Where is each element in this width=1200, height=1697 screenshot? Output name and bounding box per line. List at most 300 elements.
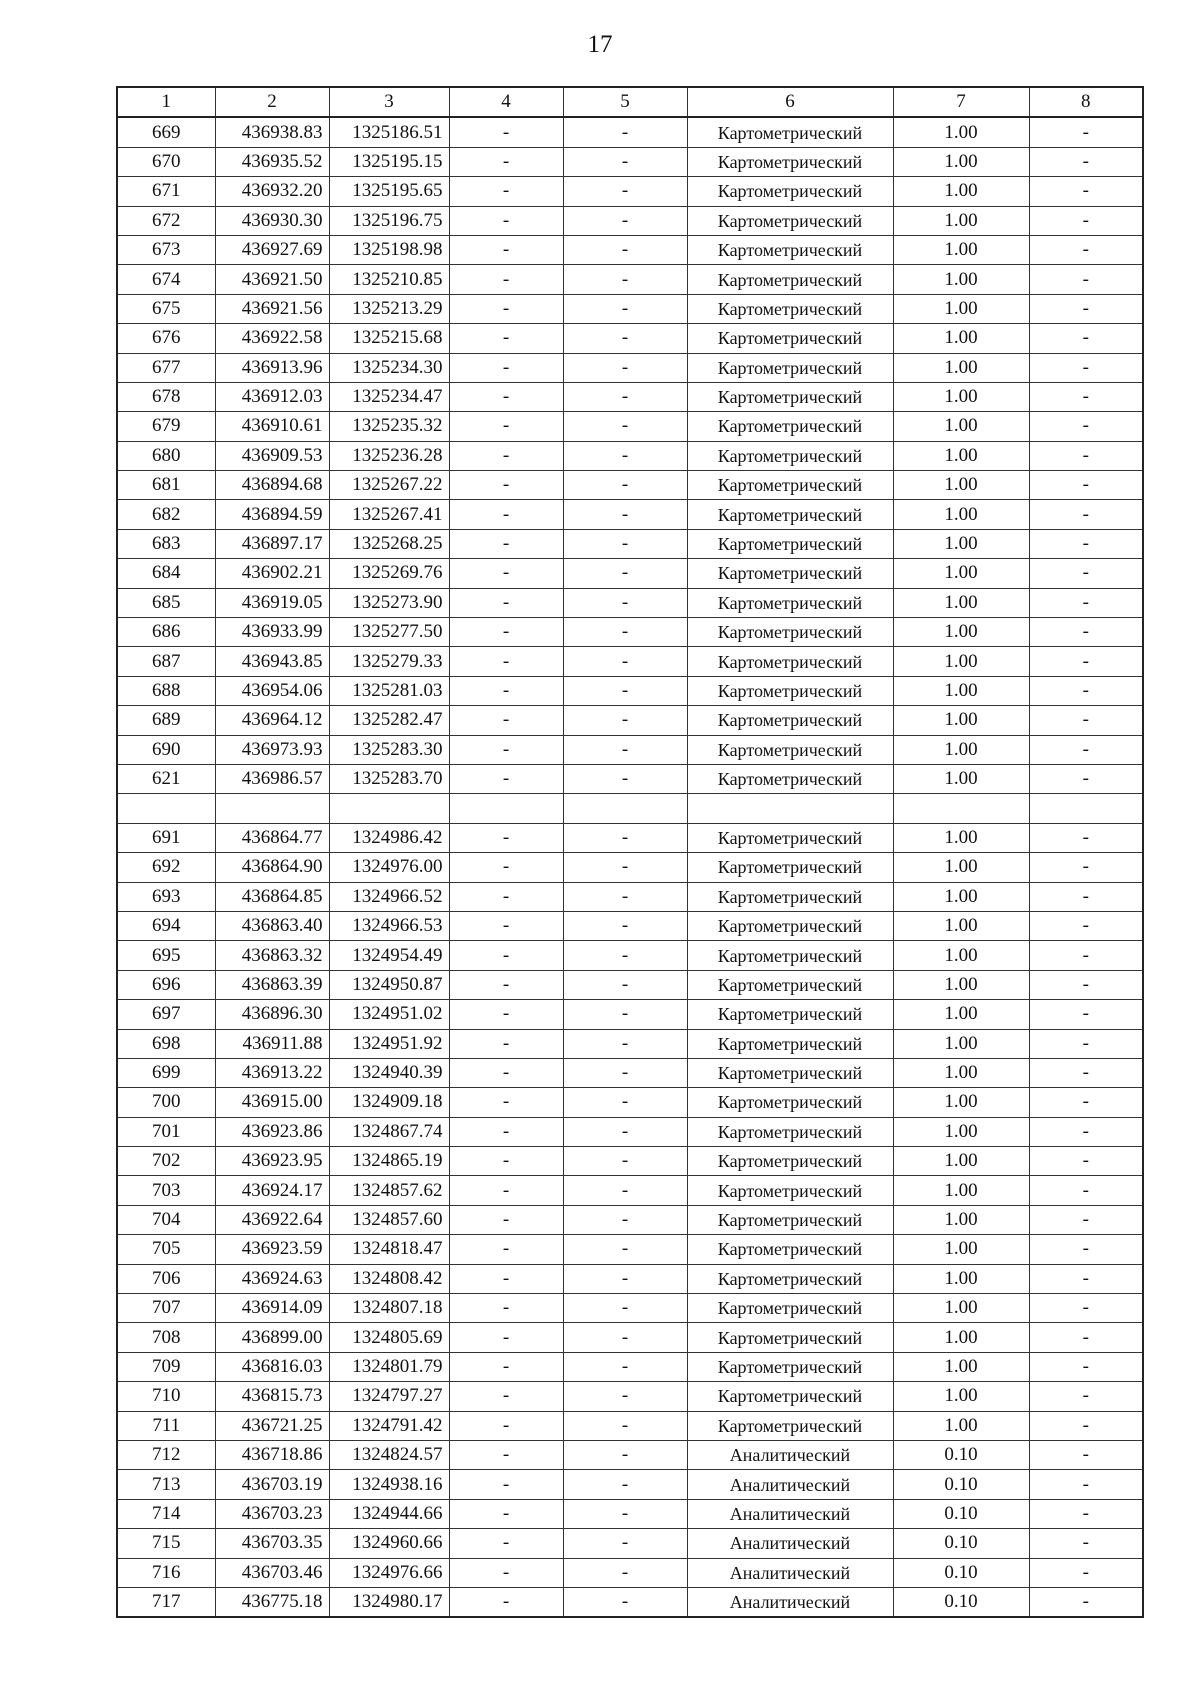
method-cell: Картометрический — [687, 1000, 893, 1029]
table-body — [117, 117, 1143, 1617]
column-4-cell: - — [449, 1440, 563, 1469]
column-5-cell: - — [563, 853, 687, 882]
column-4-cell: - — [449, 882, 563, 911]
x-coordinate-cell: 436864.90 — [215, 853, 329, 882]
x-coordinate-cell: 436718.86 — [215, 1440, 329, 1469]
point-number-cell: 675 — [117, 294, 215, 323]
column-8-cell: - — [1029, 324, 1143, 353]
y-coordinate-cell: 1324938.16 — [329, 1470, 449, 1499]
point-number-cell: 683 — [117, 529, 215, 558]
column-5-cell: - — [563, 706, 687, 735]
x-coordinate-cell: 436919.05 — [215, 588, 329, 617]
column-8-cell: - — [1029, 471, 1143, 500]
column-8-cell: - — [1029, 1382, 1143, 1411]
x-coordinate-cell: 436703.19 — [215, 1470, 329, 1499]
y-coordinate-cell: 1324986.42 — [329, 823, 449, 852]
table-row — [117, 1411, 1143, 1440]
point-number-cell: 710 — [117, 1382, 215, 1411]
column-5-cell: - — [563, 1088, 687, 1117]
column-4-cell: - — [449, 177, 563, 206]
accuracy-cell: 1.00 — [893, 735, 1029, 764]
method-cell: Аналитический — [687, 1558, 893, 1587]
point-number-cell: 672 — [117, 206, 215, 235]
accuracy-cell: 1.00 — [893, 941, 1029, 970]
column-8-cell: - — [1029, 235, 1143, 264]
x-coordinate-cell: 436914.09 — [215, 1294, 329, 1323]
method-cell: Аналитический — [687, 1470, 893, 1499]
accuracy-cell: 1.00 — [893, 206, 1029, 235]
column-8-cell: - — [1029, 1235, 1143, 1264]
x-coordinate-cell: 436703.35 — [215, 1529, 329, 1558]
column-4-cell: - — [449, 706, 563, 735]
accuracy-cell: 1.00 — [893, 147, 1029, 176]
column-5-cell: - — [563, 1117, 687, 1146]
column-header: 7 — [893, 87, 1029, 117]
x-coordinate-cell: 436986.57 — [215, 764, 329, 793]
point-number-cell: 694 — [117, 911, 215, 940]
table-row — [117, 1294, 1143, 1323]
x-coordinate-cell: 436896.30 — [215, 1000, 329, 1029]
accuracy-cell: 0.10 — [893, 1558, 1029, 1587]
method-cell: Картометрический — [687, 588, 893, 617]
method-cell: Картометрический — [687, 177, 893, 206]
column-8-cell: - — [1029, 1587, 1143, 1617]
point-number-cell: 691 — [117, 823, 215, 852]
table-row — [117, 1058, 1143, 1087]
column-5-cell: - — [563, 1529, 687, 1558]
column-5-cell: - — [563, 235, 687, 264]
column-8-cell: - — [1029, 1499, 1143, 1528]
column-4-cell: - — [449, 559, 563, 588]
y-coordinate-cell: 1325267.22 — [329, 471, 449, 500]
y-coordinate-cell: 1324909.18 — [329, 1088, 449, 1117]
column-5-cell: - — [563, 177, 687, 206]
accuracy-cell: 1.00 — [893, 1205, 1029, 1234]
accuracy-cell: 1.00 — [893, 1147, 1029, 1176]
column-4-cell: - — [449, 441, 563, 470]
point-number-cell: 713 — [117, 1470, 215, 1499]
accuracy-cell: 1.00 — [893, 618, 1029, 647]
x-coordinate-cell: 436899.00 — [215, 1323, 329, 1352]
method-cell: Картометрический — [687, 882, 893, 911]
column-4-cell: - — [449, 1558, 563, 1587]
method-cell: Картометрический — [687, 529, 893, 558]
column-8-cell: - — [1029, 618, 1143, 647]
x-coordinate-cell: 436775.18 — [215, 1587, 329, 1617]
column-4-cell: - — [449, 1000, 563, 1029]
column-8-cell: - — [1029, 1323, 1143, 1352]
accuracy-cell: 1.00 — [893, 970, 1029, 999]
y-coordinate-cell: 1325282.47 — [329, 706, 449, 735]
column-header: 5 — [563, 87, 687, 117]
accuracy-cell: 1.00 — [893, 911, 1029, 940]
table-row — [117, 294, 1143, 323]
x-coordinate-cell: 436902.21 — [215, 559, 329, 588]
y-coordinate-cell: 1324805.69 — [329, 1323, 449, 1352]
column-5-cell: - — [563, 1264, 687, 1293]
table-row — [117, 1440, 1143, 1469]
x-coordinate-cell: 436703.23 — [215, 1499, 329, 1528]
accuracy-cell: 1.00 — [893, 500, 1029, 529]
y-coordinate-cell: 1324857.62 — [329, 1176, 449, 1205]
column-4-cell: - — [449, 1176, 563, 1205]
method-cell: Картометрический — [687, 706, 893, 735]
point-number-cell: 703 — [117, 1176, 215, 1205]
column-5-cell: - — [563, 1323, 687, 1352]
column-8-cell: - — [1029, 706, 1143, 735]
x-coordinate-cell: 436721.25 — [215, 1411, 329, 1440]
column-header: 8 — [1029, 87, 1143, 117]
x-coordinate-cell: 436924.17 — [215, 1176, 329, 1205]
table-row — [117, 147, 1143, 176]
y-coordinate-cell: 1324857.60 — [329, 1205, 449, 1234]
x-coordinate-cell — [215, 794, 329, 823]
table-row — [117, 618, 1143, 647]
column-8-cell: - — [1029, 1529, 1143, 1558]
column-5-cell: - — [563, 588, 687, 617]
method-cell: Картометрический — [687, 206, 893, 235]
method-cell: Картометрический — [687, 441, 893, 470]
y-coordinate-cell: 1325281.03 — [329, 676, 449, 705]
table-row — [117, 1000, 1143, 1029]
table-row — [117, 353, 1143, 382]
y-coordinate-cell: 1325195.65 — [329, 177, 449, 206]
accuracy-cell: 1.00 — [893, 1058, 1029, 1087]
table-row — [117, 1235, 1143, 1264]
column-5-cell: - — [563, 471, 687, 500]
column-4-cell: - — [449, 1058, 563, 1087]
table-row — [117, 706, 1143, 735]
column-4-cell: - — [449, 676, 563, 705]
table-row — [117, 676, 1143, 705]
column-5-cell: - — [563, 1352, 687, 1381]
column-4-cell: - — [449, 412, 563, 441]
y-coordinate-cell: 1324797.27 — [329, 1382, 449, 1411]
point-number-cell: 678 — [117, 382, 215, 411]
column-8-cell: - — [1029, 941, 1143, 970]
y-coordinate-cell: 1324966.53 — [329, 911, 449, 940]
x-coordinate-cell: 436932.20 — [215, 177, 329, 206]
table-row — [117, 1176, 1143, 1205]
point-number-cell: 708 — [117, 1323, 215, 1352]
column-8-cell: - — [1029, 353, 1143, 382]
column-5-cell: - — [563, 1499, 687, 1528]
column-5-cell: - — [563, 147, 687, 176]
y-coordinate-cell: 1325195.15 — [329, 147, 449, 176]
column-8-cell: - — [1029, 823, 1143, 852]
column-4-cell: - — [449, 1529, 563, 1558]
y-coordinate-cell: 1325234.47 — [329, 382, 449, 411]
column-4-cell: - — [449, 1205, 563, 1234]
column-8-cell: - — [1029, 559, 1143, 588]
table-row — [117, 500, 1143, 529]
point-number-cell: 673 — [117, 235, 215, 264]
column-4-cell: - — [449, 853, 563, 882]
accuracy-cell: 1.00 — [893, 471, 1029, 500]
point-number-cell: 696 — [117, 970, 215, 999]
point-number-cell: 693 — [117, 882, 215, 911]
method-cell: Картометрический — [687, 970, 893, 999]
point-number-cell: 712 — [117, 1440, 215, 1469]
column-8-cell: - — [1029, 1264, 1143, 1293]
column-5-cell: - — [563, 1470, 687, 1499]
method-cell: Картометрический — [687, 412, 893, 441]
y-coordinate-cell: 1325234.30 — [329, 353, 449, 382]
point-number-cell: 692 — [117, 853, 215, 882]
table-row — [117, 794, 1143, 823]
table-row — [117, 1323, 1143, 1352]
method-cell: Картометрический — [687, 235, 893, 264]
y-coordinate-cell — [329, 794, 449, 823]
column-8-cell: - — [1029, 1147, 1143, 1176]
method-cell: Картометрический — [687, 1382, 893, 1411]
point-number-cell: 711 — [117, 1411, 215, 1440]
x-coordinate-cell: 436922.58 — [215, 324, 329, 353]
point-number-cell: 715 — [117, 1529, 215, 1558]
column-4-cell: - — [449, 1352, 563, 1381]
column-4-cell: - — [449, 588, 563, 617]
y-coordinate-cell: 1324966.52 — [329, 882, 449, 911]
table-row — [117, 265, 1143, 294]
point-number-cell: 700 — [117, 1088, 215, 1117]
method-cell: Аналитический — [687, 1440, 893, 1469]
column-4-cell: - — [449, 1382, 563, 1411]
method-cell: Картометрический — [687, 1058, 893, 1087]
accuracy-cell: 1.00 — [893, 1088, 1029, 1117]
column-4-cell: - — [449, 1411, 563, 1440]
y-coordinate-cell: 1324865.19 — [329, 1147, 449, 1176]
x-coordinate-cell: 436864.77 — [215, 823, 329, 852]
column-8-cell: - — [1029, 970, 1143, 999]
column-header: 6 — [687, 87, 893, 117]
table-row — [117, 647, 1143, 676]
column-4-cell: - — [449, 117, 563, 147]
column-4-cell: - — [449, 235, 563, 264]
y-coordinate-cell: 1325213.29 — [329, 294, 449, 323]
accuracy-cell: 1.00 — [893, 1000, 1029, 1029]
table-row — [117, 735, 1143, 764]
column-5-cell: - — [563, 735, 687, 764]
column-5-cell: - — [563, 676, 687, 705]
y-coordinate-cell: 1324951.92 — [329, 1029, 449, 1058]
point-number-cell: 621 — [117, 764, 215, 793]
x-coordinate-cell: 436863.32 — [215, 941, 329, 970]
point-number-cell — [117, 794, 215, 823]
column-4-cell: - — [449, 1294, 563, 1323]
column-4-cell: - — [449, 911, 563, 940]
column-4-cell: - — [449, 1499, 563, 1528]
x-coordinate-cell: 436938.83 — [215, 117, 329, 147]
point-number-cell: 702 — [117, 1147, 215, 1176]
point-number-cell: 690 — [117, 735, 215, 764]
accuracy-cell: 1.00 — [893, 823, 1029, 852]
table-row — [117, 471, 1143, 500]
column-4-cell: - — [449, 1147, 563, 1176]
y-coordinate-cell: 1324818.47 — [329, 1235, 449, 1264]
table-row — [117, 911, 1143, 940]
column-8-cell: - — [1029, 911, 1143, 940]
column-5-cell: - — [563, 764, 687, 793]
column-4-cell: - — [449, 1470, 563, 1499]
point-number-cell: 701 — [117, 1117, 215, 1146]
column-5-cell: - — [563, 529, 687, 558]
column-8-cell: - — [1029, 853, 1143, 882]
accuracy-cell: 0.10 — [893, 1470, 1029, 1499]
y-coordinate-cell: 1325279.33 — [329, 647, 449, 676]
column-8-cell: - — [1029, 1205, 1143, 1234]
accuracy-cell: 1.00 — [893, 294, 1029, 323]
column-4-cell: - — [449, 294, 563, 323]
column-4-cell: - — [449, 647, 563, 676]
point-number-cell: 686 — [117, 618, 215, 647]
column-5-cell: - — [563, 382, 687, 411]
column-5-cell: - — [563, 265, 687, 294]
x-coordinate-cell: 436894.59 — [215, 500, 329, 529]
x-coordinate-cell: 436912.03 — [215, 382, 329, 411]
x-coordinate-cell: 436930.30 — [215, 206, 329, 235]
x-coordinate-cell: 436863.40 — [215, 911, 329, 940]
accuracy-cell: 1.00 — [893, 1029, 1029, 1058]
column-8-cell: - — [1029, 1411, 1143, 1440]
y-coordinate-cell: 1325268.25 — [329, 529, 449, 558]
column-8-cell: - — [1029, 1294, 1143, 1323]
column-8-cell: - — [1029, 500, 1143, 529]
column-5-cell: - — [563, 294, 687, 323]
accuracy-cell: 1.00 — [893, 235, 1029, 264]
y-coordinate-cell: 1324940.39 — [329, 1058, 449, 1087]
x-coordinate-cell: 436897.17 — [215, 529, 329, 558]
accuracy-cell: 0.10 — [893, 1587, 1029, 1617]
table-row — [117, 1558, 1143, 1587]
y-coordinate-cell: 1325283.30 — [329, 735, 449, 764]
column-8-cell — [1029, 794, 1143, 823]
column-4-cell: - — [449, 500, 563, 529]
column-8-cell: - — [1029, 265, 1143, 294]
method-cell: Картометрический — [687, 1117, 893, 1146]
column-8-cell: - — [1029, 177, 1143, 206]
method-cell: Картометрический — [687, 941, 893, 970]
accuracy-cell: 0.10 — [893, 1529, 1029, 1558]
column-8-cell: - — [1029, 676, 1143, 705]
y-coordinate-cell: 1324824.57 — [329, 1440, 449, 1469]
column-5-cell: - — [563, 559, 687, 588]
column-5-cell: - — [563, 1558, 687, 1587]
column-8-cell: - — [1029, 117, 1143, 147]
table-row — [117, 1470, 1143, 1499]
x-coordinate-cell: 436911.88 — [215, 1029, 329, 1058]
table-row — [117, 882, 1143, 911]
method-cell: Картометрический — [687, 823, 893, 852]
x-coordinate-cell: 436923.86 — [215, 1117, 329, 1146]
method-cell: Картометрический — [687, 353, 893, 382]
column-8-cell: - — [1029, 735, 1143, 764]
column-5-cell: - — [563, 647, 687, 676]
x-coordinate-cell: 436922.64 — [215, 1205, 329, 1234]
column-4-cell: - — [449, 353, 563, 382]
accuracy-cell: 1.00 — [893, 559, 1029, 588]
method-cell: Картометрический — [687, 853, 893, 882]
point-number-cell: 695 — [117, 941, 215, 970]
table-row — [117, 1499, 1143, 1528]
column-8-cell: - — [1029, 382, 1143, 411]
y-coordinate-cell: 1325235.32 — [329, 412, 449, 441]
point-number-cell: 707 — [117, 1294, 215, 1323]
table-row — [117, 235, 1143, 264]
x-coordinate-cell: 436864.85 — [215, 882, 329, 911]
point-number-cell: 714 — [117, 1499, 215, 1528]
column-5-cell — [563, 794, 687, 823]
point-number-cell: 669 — [117, 117, 215, 147]
method-cell: Картометрический — [687, 1176, 893, 1205]
table-row — [117, 177, 1143, 206]
method-cell: Картометрический — [687, 1147, 893, 1176]
table-row — [117, 941, 1143, 970]
table-row — [117, 1029, 1143, 1058]
accuracy-cell: 1.00 — [893, 676, 1029, 705]
x-coordinate-cell: 436923.59 — [215, 1235, 329, 1264]
column-5-cell: - — [563, 1147, 687, 1176]
accuracy-cell: 1.00 — [893, 853, 1029, 882]
x-coordinate-cell: 436921.50 — [215, 265, 329, 294]
table-row — [117, 117, 1143, 147]
column-5-cell: - — [563, 206, 687, 235]
column-5-cell: - — [563, 1587, 687, 1617]
column-4-cell: - — [449, 1264, 563, 1293]
point-number-cell: 685 — [117, 588, 215, 617]
point-number-cell: 671 — [117, 177, 215, 206]
x-coordinate-cell: 436703.46 — [215, 1558, 329, 1587]
coordinates-table — [116, 86, 1144, 1618]
x-coordinate-cell: 436933.99 — [215, 618, 329, 647]
accuracy-cell: 1.00 — [893, 1352, 1029, 1381]
column-4-cell: - — [449, 1029, 563, 1058]
method-cell: Картометрический — [687, 500, 893, 529]
y-coordinate-cell: 1324807.18 — [329, 1294, 449, 1323]
accuracy-cell: 1.00 — [893, 882, 1029, 911]
accuracy-cell: 1.00 — [893, 353, 1029, 382]
x-coordinate-cell: 436894.68 — [215, 471, 329, 500]
accuracy-cell: 1.00 — [893, 324, 1029, 353]
accuracy-cell: 1.00 — [893, 177, 1029, 206]
accuracy-cell: 0.10 — [893, 1499, 1029, 1528]
column-8-cell: - — [1029, 1058, 1143, 1087]
table-row — [117, 206, 1143, 235]
method-cell: Картометрический — [687, 471, 893, 500]
method-cell: Аналитический — [687, 1587, 893, 1617]
y-coordinate-cell: 1324951.02 — [329, 1000, 449, 1029]
x-coordinate-cell: 436815.73 — [215, 1382, 329, 1411]
column-5-cell: - — [563, 441, 687, 470]
point-number-cell: 676 — [117, 324, 215, 353]
accuracy-cell: 1.00 — [893, 1117, 1029, 1146]
table-row — [117, 1205, 1143, 1234]
method-cell: Картометрический — [687, 1029, 893, 1058]
x-coordinate-cell: 436935.52 — [215, 147, 329, 176]
point-number-cell: 679 — [117, 412, 215, 441]
point-number-cell: 704 — [117, 1205, 215, 1234]
y-coordinate-cell: 1324944.66 — [329, 1499, 449, 1528]
method-cell: Картометрический — [687, 117, 893, 147]
point-number-cell: 677 — [117, 353, 215, 382]
point-number-cell: 697 — [117, 1000, 215, 1029]
x-coordinate-cell: 436954.06 — [215, 676, 329, 705]
table-row — [117, 1382, 1143, 1411]
table-row — [117, 382, 1143, 411]
column-8-cell: - — [1029, 1558, 1143, 1587]
column-8-cell: - — [1029, 206, 1143, 235]
y-coordinate-cell: 1325186.51 — [329, 117, 449, 147]
accuracy-cell: 1.00 — [893, 1294, 1029, 1323]
